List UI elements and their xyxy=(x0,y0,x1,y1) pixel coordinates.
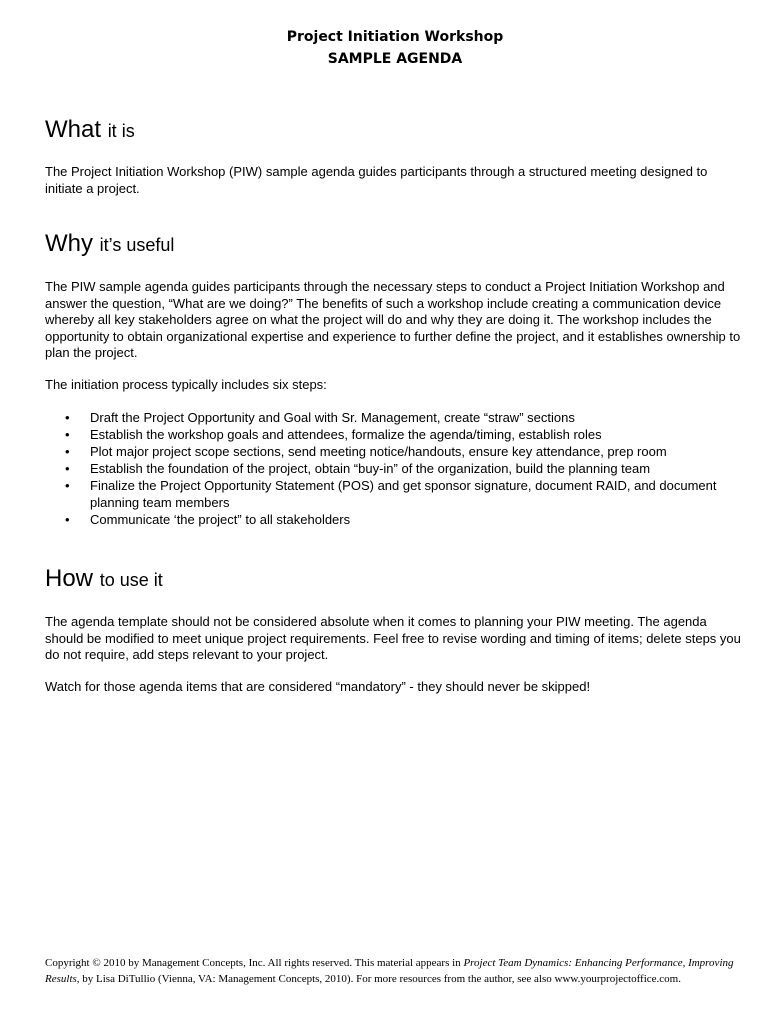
steps-intro: The initiation process typically includes six steps: xyxy=(45,377,327,392)
bullet-icon: • xyxy=(65,410,70,425)
copyright-footer xyxy=(45,956,745,987)
list-item-text: Communicate ‘the project” to all stakeholders xyxy=(90,512,351,527)
footer-book-title: Project Team Dynamics: Enhancing Performance, Improving Results xyxy=(45,957,734,985)
list-item-text: Establish the foundation of the project, obtain “buy-in” of the organization, build the planning team xyxy=(90,461,651,476)
footer-text-start: Copyright © 2010 by Management Concepts, Inc. All rights reserved. This material appears in xyxy=(45,957,464,969)
bullet-icon: • xyxy=(65,427,70,442)
list-item xyxy=(45,460,745,477)
list-item-text: Plot major project scope sections, send meeting notice/handouts, ensure key attendance, prep room xyxy=(90,444,667,459)
what-heading-sub: it is xyxy=(107,121,135,141)
why-paragraph: The PIW sample agenda guides participants through the necessary steps to conduct a Project Initiation Workshop and answer the question, “What are we doing?” The benefits of such a workshop include creating a communication device whereby all key stakeholders agree on what the project will do and why they are doing it. The workshop includes the opportunity to obtain organizational expertise and experience to further define the project, and it establishes ownership to plan the project. xyxy=(45,279,741,360)
how-heading xyxy=(45,565,163,593)
bullet-icon: • xyxy=(65,444,70,459)
list-item-text: Establish the workshop goals and attendees, formalize the agenda/timing, establish roles xyxy=(90,427,602,442)
list-item xyxy=(45,443,745,460)
bullet-icon: • xyxy=(65,478,70,493)
bullet-icon: • xyxy=(65,461,70,476)
list-item xyxy=(45,477,745,511)
list-item-text: Finalize the Project Opportunity Statement (POS) and get sponsor signature, document RAID, and document planning team members xyxy=(90,478,717,510)
how-paragraph: The agenda template should not be considered absolute when it comes to planning your PIW meeting. The agenda should be modified to meet unique project requirements. Feel free to revise wording and timing of items; delete steps you do not require, add steps relevant to your project. xyxy=(45,614,741,662)
document-title: Project Initiation Workshop xyxy=(286,29,504,45)
list-item xyxy=(45,409,745,426)
list-item xyxy=(45,426,745,443)
what-paragraph: The Project Initiation Workshop (PIW) sample agenda guides participants through a structured meeting designed to initiate a project. xyxy=(45,164,708,196)
how-heading-sub: to use it xyxy=(99,570,163,590)
why-heading-sub: it’s useful xyxy=(99,235,175,255)
how-heading-main: How xyxy=(45,565,94,592)
list-item-text: Draft the Project Opportunity and Goal with Sr. Management, create “straw” sections xyxy=(90,410,575,425)
why-heading xyxy=(45,230,174,258)
footer-text-end: , by Lisa DiTullio (Vienna, VA: Management Concepts, 2010). For more resources from the author, see also www.yourprojectoffice.com. xyxy=(76,972,681,985)
bullet-icon: • xyxy=(65,512,70,527)
what-heading-main: What xyxy=(45,116,102,143)
steps-list xyxy=(45,409,745,528)
document-subtitle: SAMPLE AGENDA xyxy=(327,51,463,67)
how-note: Watch for those agenda items that are considered “mandatory” - they should never be skipped! xyxy=(45,679,591,694)
why-heading-main: Why xyxy=(45,230,93,257)
document-title-block xyxy=(45,26,745,70)
what-heading xyxy=(45,116,135,144)
list-item xyxy=(45,511,745,528)
